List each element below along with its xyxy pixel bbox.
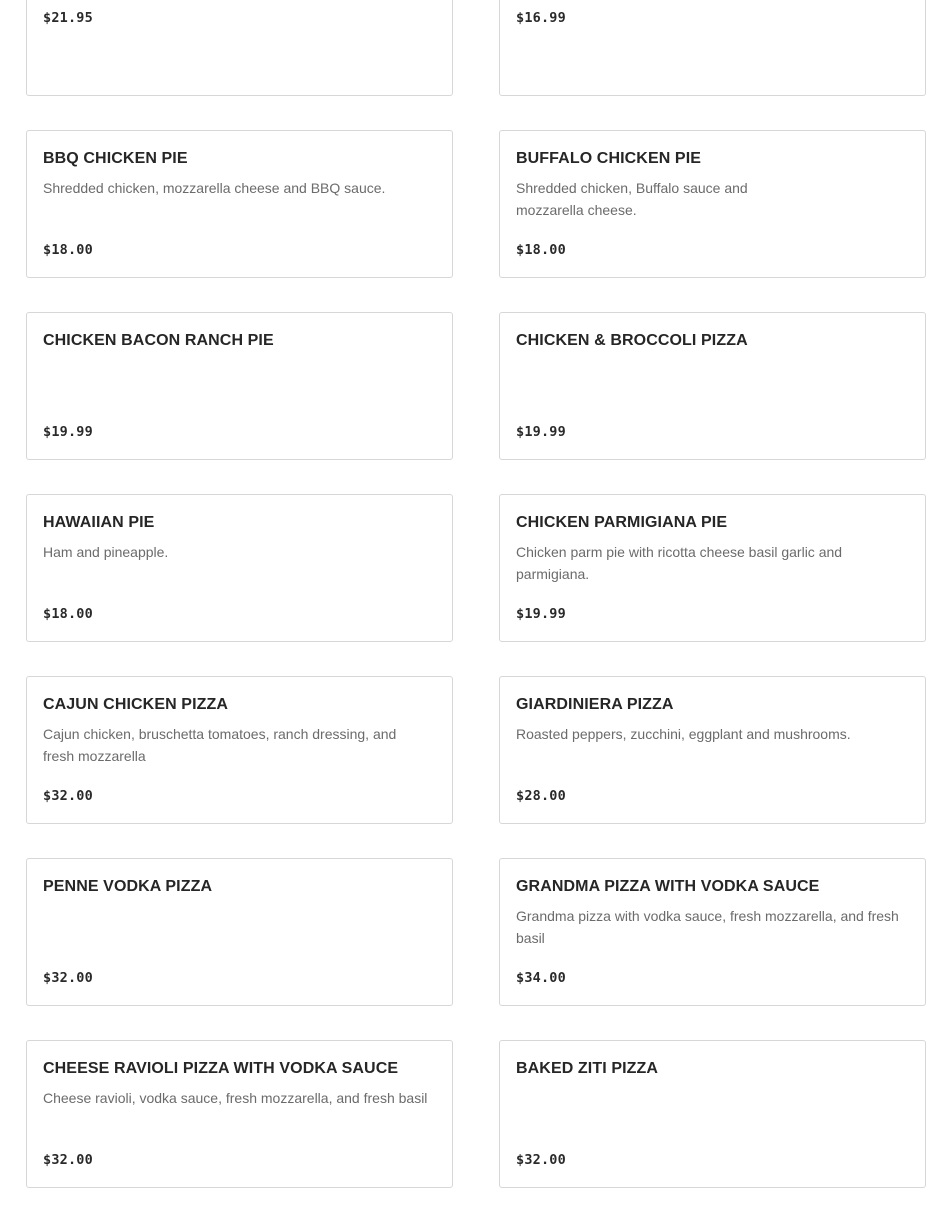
menu-item-price: $32.00: [43, 788, 93, 804]
menu-item-title: GIARDINIERA PIZZA: [516, 696, 674, 713]
menu-item-description: Ham and pineapple.: [43, 544, 169, 560]
menu-item-price: $19.99: [516, 606, 566, 622]
menu-item-card[interactable]: [499, 676, 926, 824]
menu-item-price: $18.00: [43, 606, 93, 622]
menu-item-description: Cheese ravioli, vodka sauce, fresh mozzarella, and fresh basil: [43, 1090, 428, 1106]
menu-item-price: $18.00: [43, 242, 93, 258]
menu-item-price: $19.99: [516, 424, 566, 440]
menu-item-card[interactable]: [26, 858, 453, 1006]
menu-item-description: Grandma pizza with vodka sauce, fresh mozzarella, and fresh basil: [516, 908, 899, 946]
menu-item-title: CHICKEN BACON RANCH PIE: [43, 332, 274, 349]
menu-item-card[interactable]: [26, 1040, 453, 1188]
menu-item-price: $32.00: [43, 1152, 93, 1168]
menu-item-card[interactable]: [499, 0, 926, 96]
menu-item-card[interactable]: [499, 130, 926, 278]
menu-item-card[interactable]: [26, 0, 453, 96]
menu-item-price: $16.99: [516, 10, 566, 26]
menu-item-title: BUFFALO CHICKEN PIE: [516, 150, 702, 167]
menu-item-title: BBQ CHICKEN PIE: [43, 150, 188, 167]
menu-item-title: CHICKEN & BROCCOLI PIZZA: [516, 332, 748, 349]
menu-item-price: $32.00: [516, 1152, 566, 1168]
menu-item-card[interactable]: [499, 494, 926, 642]
menu-item-price: $34.00: [516, 970, 566, 986]
menu-item-price: $18.00: [516, 242, 566, 258]
menu-item-title: PENNE VODKA PIZZA: [43, 878, 213, 895]
menu-item-description: Shredded chicken, mozzarella cheese and BBQ sauce.: [43, 180, 386, 196]
menu-item-price: $19.99: [43, 424, 93, 440]
menu-item-title: BAKED ZITI PIZZA: [516, 1060, 659, 1077]
menu-item-card[interactable]: [26, 130, 453, 278]
menu-item-description: Cajun chicken, bruschetta tomatoes, ranch dressing, and fresh mozzarella: [43, 726, 397, 764]
menu-item-title: CAJUN CHICKEN PIZZA: [43, 696, 229, 713]
menu-item-description: Chicken parm pie with ricotta cheese basil garlic and parmigiana.: [516, 544, 843, 582]
menu-item-title: CHICKEN PARMIGIANA PIE: [516, 514, 728, 531]
menu-item-card[interactable]: [499, 858, 926, 1006]
menu-item-description: Shredded chicken, Buffalo sauce and mozzarella cheese.: [516, 180, 748, 218]
menu-item-card[interactable]: [26, 676, 453, 824]
menu-item-price: $28.00: [516, 788, 566, 804]
menu-item-card[interactable]: [26, 494, 453, 642]
menu-item-price: $32.00: [43, 970, 93, 986]
menu-item-card[interactable]: [499, 1040, 926, 1188]
menu-item-card[interactable]: [26, 312, 453, 460]
menu-item-description: Roasted peppers, zucchini, eggplant and mushrooms.: [516, 726, 851, 742]
menu-item-title: CHEESE RAVIOLI PIZZA WITH VODKA SAUCE: [43, 1060, 399, 1077]
menu-item-title: GRANDMA PIZZA WITH VODKA SAUCE: [516, 878, 820, 895]
menu-item-price: $21.95: [43, 10, 93, 26]
menu-item-title: HAWAIIAN PIE: [43, 514, 155, 531]
menu-item-card[interactable]: [499, 312, 926, 460]
